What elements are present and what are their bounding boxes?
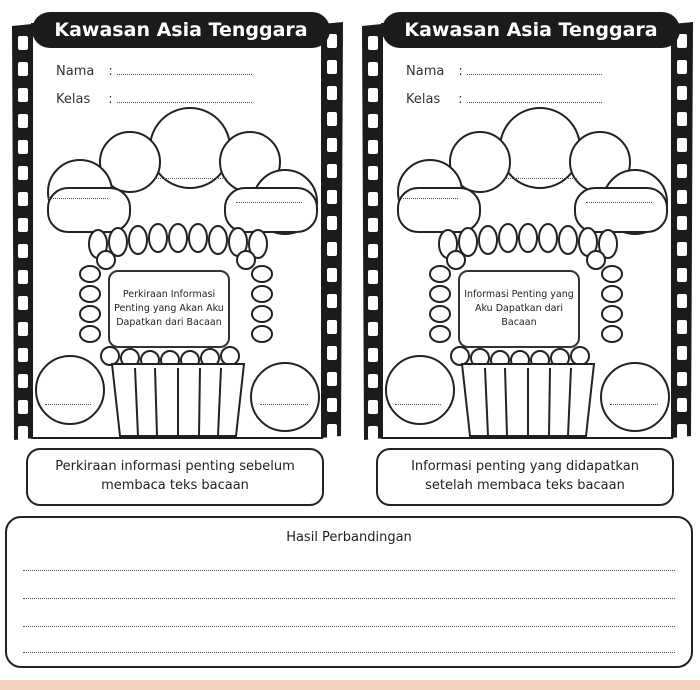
sprocket-hole — [18, 348, 28, 362]
sprocket-hole — [368, 192, 378, 206]
sprocket-hole — [368, 270, 378, 284]
sprocket-hole — [327, 268, 337, 282]
sprocket-hole — [368, 296, 378, 310]
sprocket-hole — [368, 114, 378, 128]
sprocket-hole — [18, 36, 28, 50]
name-colon: : — [108, 64, 113, 79]
bottom-band — [0, 680, 700, 690]
popcorn-blank-right[interactable] — [236, 202, 302, 203]
result-line[interactable] — [23, 652, 675, 653]
bucket-label: Informasi Penting yang Aku Dapatkan dari Bacaan — [458, 270, 580, 348]
sprocket-hole — [677, 138, 687, 152]
sprocket-hole — [327, 112, 337, 126]
sprocket-hole — [18, 114, 28, 128]
class-blank[interactable] — [117, 92, 252, 103]
class-label: Kelas — [56, 92, 91, 107]
sprocket-hole — [327, 320, 337, 334]
sprocket-hole — [677, 86, 687, 100]
sprocket-hole — [18, 322, 28, 336]
name-field[interactable] — [406, 64, 602, 79]
sprocket-hole — [327, 164, 337, 178]
result-line[interactable] — [23, 570, 675, 571]
worksheet-before — [10, 12, 345, 440]
sprocket-hole — [327, 242, 337, 256]
class-field[interactable] — [406, 92, 602, 107]
popcorn-blank-left[interactable] — [48, 198, 108, 199]
result-line[interactable] — [23, 626, 675, 627]
sprocket-hole — [677, 268, 687, 282]
result-line[interactable] — [23, 598, 675, 599]
class-colon: : — [458, 92, 463, 107]
name-field[interactable] — [56, 64, 252, 79]
sprocket-hole — [327, 60, 337, 74]
sprocket-hole — [368, 426, 378, 440]
sprocket-hole — [327, 372, 337, 386]
sprocket-hole — [677, 346, 687, 360]
popcorn-blank-top[interactable] — [155, 178, 227, 179]
sprocket-hole — [677, 294, 687, 308]
sprocket-hole — [327, 190, 337, 204]
sprocket-hole — [677, 112, 687, 126]
popcorn-blank-top[interactable] — [505, 178, 577, 179]
sprocket-hole — [368, 62, 378, 76]
sprocket-hole — [677, 190, 687, 204]
sprocket-hole — [327, 398, 337, 412]
sprocket-hole — [18, 88, 28, 102]
sprocket-hole — [677, 242, 687, 256]
popcorn-blank-right[interactable] — [586, 202, 652, 203]
name-blank[interactable] — [117, 64, 252, 75]
popcorn-blank-bottom-left[interactable] — [45, 404, 91, 405]
sprocket-hole — [327, 138, 337, 152]
sprocket-hole — [18, 374, 28, 388]
bucket-label: Perkiraan Informasi Penting yang Akan Aku Dapatkan dari Bacaan — [108, 270, 230, 348]
name-label: Nama — [56, 64, 95, 79]
sprocket-hole — [18, 140, 28, 154]
sprocket-hole — [327, 346, 337, 360]
popcorn-blank-bottom-right[interactable] — [610, 404, 658, 405]
sprocket-hole — [327, 424, 337, 438]
worksheet-title: Kawasan Asia Tenggara — [32, 12, 330, 48]
result-title: Hasil Perbandingan — [286, 530, 412, 545]
class-colon: : — [108, 92, 113, 107]
caption-before: Perkiraan informasi penting sebelum membaca teks bacaan — [26, 448, 324, 506]
name-label: Nama — [406, 64, 445, 79]
sprocket-hole — [368, 166, 378, 180]
sprocket-hole — [18, 270, 28, 284]
popcorn-blank-bottom-left[interactable] — [395, 404, 441, 405]
sprocket-hole — [327, 294, 337, 308]
sprocket-hole — [327, 86, 337, 100]
worksheet-title: Kawasan Asia Tenggara — [382, 12, 680, 48]
sprocket-hole — [368, 88, 378, 102]
sprocket-hole — [368, 374, 378, 388]
name-colon: : — [458, 64, 463, 79]
sprocket-hole — [18, 166, 28, 180]
popcorn-blank-bottom-right[interactable] — [260, 404, 308, 405]
sprocket-hole — [677, 372, 687, 386]
sprocket-hole — [18, 62, 28, 76]
sprocket-hole — [368, 36, 378, 50]
caption-after: Informasi penting yang didapatkan setelah membaca teks bacaan — [376, 448, 674, 506]
sprocket-hole — [368, 140, 378, 154]
name-blank[interactable] — [467, 64, 602, 75]
sprocket-hole — [368, 400, 378, 414]
sprocket-hole — [677, 320, 687, 334]
sprocket-hole — [18, 218, 28, 232]
comparison-result-box — [5, 516, 693, 668]
popcorn-blank-left[interactable] — [398, 198, 458, 199]
sprocket-hole — [677, 164, 687, 178]
sprocket-hole — [368, 244, 378, 258]
sprocket-hole — [18, 192, 28, 206]
class-label: Kelas — [406, 92, 441, 107]
sprocket-hole — [368, 348, 378, 362]
sprocket-hole — [677, 60, 687, 74]
class-field[interactable] — [56, 92, 252, 107]
sprocket-hole — [677, 398, 687, 412]
sprocket-hole — [677, 424, 687, 438]
sprocket-hole — [368, 322, 378, 336]
sprocket-hole — [327, 216, 337, 230]
sprocket-hole — [18, 400, 28, 414]
worksheet-after — [360, 12, 695, 440]
sprocket-hole — [18, 244, 28, 258]
sprocket-hole — [677, 216, 687, 230]
class-blank[interactable] — [467, 92, 602, 103]
sprocket-hole — [368, 218, 378, 232]
sprocket-hole — [18, 296, 28, 310]
sprocket-hole — [18, 426, 28, 440]
